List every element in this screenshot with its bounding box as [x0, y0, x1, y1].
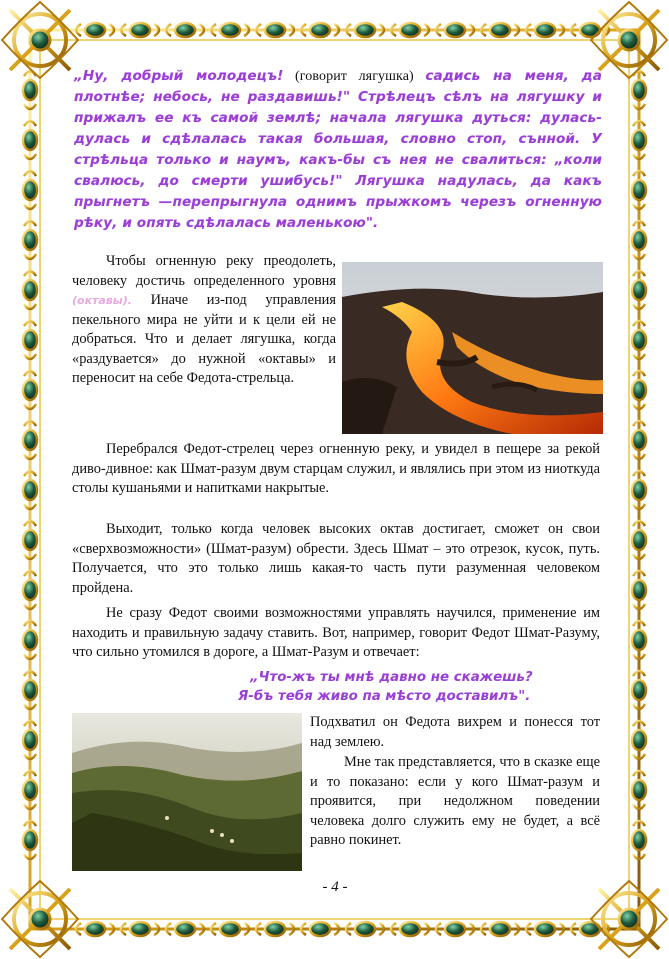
para1-text2: Иначе из-под управления пекельного мира не уйти и к цели ей не добраться. Что и делает лягушка, когда «раздувается» до нужной «октавы» и переносит на себе Федота-стрельца.	[72, 292, 336, 386]
page-content	[60, 56, 610, 906]
paragraph-cave	[72, 440, 600, 499]
paragraph-octave	[72, 252, 336, 389]
para4-text: Не сразу Федот своими возможностями управлять научился, применение им находить и правильную задачу ставить. Вот, например, говорит Федот Шмат-Разуму, что сильно утомился в дороге, а Шмат-Разум и отвечает:	[72, 605, 600, 660]
quote-part1: „Ну, добрый молодецъ!	[74, 68, 284, 84]
para2-text: Перебрался Федот-стрелец через огненную реку, и увидел в пещере за рекой диво-дивное: как Шмат-разум двум старцам служил, и являлись при этом из ниоткуда столы кушаньями и напитками накрытые.	[72, 441, 600, 496]
para6-text: Мне так представляется, что в сказке еще и то показано: если у кого Шмат-разум и проявится, при недолжном поведении человека долго служить ему не будет, а всё равно покинет.	[310, 754, 600, 848]
valley-landscape-photo	[72, 713, 302, 871]
shmat-quote-line1: „Что-жъ ты мнѣ давно не скажешь?	[250, 670, 533, 685]
frog-quote	[74, 66, 602, 234]
para5-text: Подхватил он Федота вихрем и понесся тот над землею.	[310, 714, 600, 750]
page-number: - 4 -	[322, 879, 348, 895]
paragraph-shmat	[72, 520, 600, 598]
lava-river-photo	[342, 262, 603, 434]
octave-highlight: (октавы).	[72, 294, 132, 307]
quote-speaker: (говорит лягушка)	[283, 69, 426, 84]
shmat-quote-line2: Я-бъ тебя живо па мѣсто доставилъ".	[238, 689, 531, 704]
quote-part2: садись на меня, да плотнѣе; небось, не раздавишь!" Стрѣлецъ сѣлъ на лягушку и прижалъ ее къ самой землѣ; начала лягушка дуться: дулась-дулась и сдѣлалась такая большая, словно стоп, сънной. У стрѣльца только и наумъ, какъ-бы съ нея не свалиться: „коли свалюсь, до смерти ушибусь!" Лягушка надулась, да какъ прыгнетъ —перепрыгнула однимъ прыжкомъ черезъ огненную рѣку, и опять сдѣлалась маленькою".	[74, 68, 603, 231]
shmat-quote	[238, 668, 598, 706]
para1-text: Чтобы огненную реку преодолеть, человеку достичь определенного уровня	[72, 253, 336, 289]
paragraph-control	[72, 604, 600, 663]
paragraph-whirlwind	[310, 713, 600, 752]
para3-text: Выходит, только когда человек высоких октав достигает, сможет он свои «сверхвозможности» (Шмат-разум) обрести. Здесь Шмат – это отрезок, кусок, путь. Получается, что это только лишь какая-то часть пути разуменная человеком пройдена.	[72, 521, 600, 596]
paragraph-conclusion	[310, 753, 600, 851]
